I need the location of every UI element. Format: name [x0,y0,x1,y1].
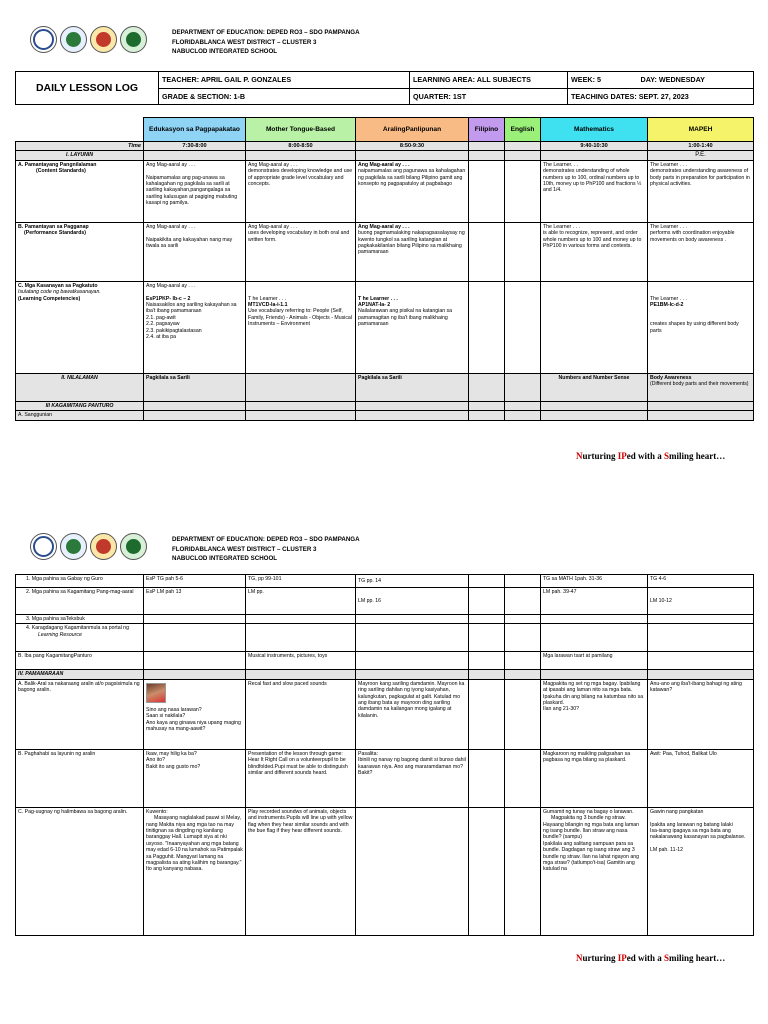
header-line-2: FLORIDABLANCA WEST DISTRICT – CLUSTER 3 [172,545,317,553]
quarter: QUARTER: 1ST [410,88,568,105]
lm-mtb: LM pp. [246,588,356,615]
tg-ap: TG pp. 14 [356,575,469,588]
content-standards-row [16,160,754,222]
nilalaman-esp: Pagkilala sa Sarili [144,373,246,401]
section-kagamitan: III KAGAMITANG PANTURO [16,401,144,410]
cs-math: The Learner. . . demonstrates understanding of whole numbers up to 100, ordinal numbers up to 10th, money up to PhP100 and fractions ½ and 1/4. [541,160,648,222]
other-materials-label: B. Iba pang KagamitangPanturo [16,652,144,670]
cs-esp: Ang Mag-aaral ay . . . Naipamamalas ang pag-unawa sa kahalagahan ng pagkilala sa sarili at sariling kakayahan,pangangalaga sa sariling kalusugan at pagiging mabuting kasapi ng pamilya. [144,160,246,222]
lesson-info-table [15,71,754,105]
pag-uugnay-row [16,807,754,935]
other-materials-math: Mga larawan tsart at pamilang [541,652,648,670]
deped-seal-icon [30,533,57,560]
time-mtb: 8:00-8:50 [246,142,356,151]
header-line-1: DEPARTMENT OF EDUCATION: DEPED RO3 – SDO PAMPANGA [172,536,360,543]
tg-row [16,575,754,588]
teacher-name: TEACHER: APRIL GAIL P. GONZALES [159,72,410,89]
subject-filipino: Filipino [469,118,505,142]
paghahabi-label: B. Paghahabi sa layunin ng aralin [16,749,144,807]
subject-header-row [16,118,754,142]
footer-motto: Nurturing IPed with a Smiling heart… [576,451,726,461]
cs-mtb: Ang Mag-aaral ay . . . demonstrates developing knowledge and use of appropriate grade level vocabulary and concepts. [246,160,356,222]
balik-aral-row [16,679,754,749]
lc-mtb: T he Learner . . . MT1VCD-Ia-i-1.1 Use vocabulary referring to: People (Self, Family, Friends) - Animals - Objects - Musical Instruments – Environment [246,281,356,373]
subject-esp: Edukasyon sa Pagpapakatao [144,118,246,142]
teaching-dates: TEACHING DATES: SEPT. 27, 2023 [568,88,754,105]
pag-uugnay-mtb: Play recorded soundws of animals, objects and instruments.Pupils will line up with yellow flag when they hear similar sounds and with the bue flag if they hear different sounds. [246,807,356,935]
balik-aral-esp: Sino ang nasa larawan? Saan si nakilala? Ano kaya ang ginawa niya upang maging mahusay na mang-aawit? [144,679,246,749]
time-esp: 7:30-8:00 [144,142,246,151]
lc-ap: T he Learner . . . AP1NAT-Ia- 2 Nailalarawan ang pisikal na katangian sa pamamagitan ng iba't ibang malikhaing pamamaraan [356,281,469,373]
lm-label: 2. Mga pahina sa Kagamitang Pang-mag-aaral [16,588,144,615]
tg-mapeh: TG 4-6 [648,575,754,588]
textbook-row [16,615,754,624]
week: WEEK: 5 [568,72,638,89]
subject-english: English [505,118,541,142]
learning-competencies-label: C. Mga Kasanayan sa Pagkatuto Isulatang code ng bawatkasanayan. (Learning Competencies) [16,281,144,373]
subject-ap: AralingPanlipunan [356,118,469,142]
school-seal-icon [120,26,147,53]
pe-label: P.E. [648,151,754,160]
ps-ap: Ang Mag-aaral ay . . . buong pagmamalaking nakapagsasalaysay ng kwento tungkol sa sariling katangian at pagkakakilanlan bilang Pilipino sa malikhaing pamamaraan [356,222,469,281]
letterhead-text [172,28,360,57]
paghahabi-mapeh: Awit: Paa, Tuhod, Balikat Ulo [648,749,754,807]
other-materials-mtb: Musical instruments, pictures, toys [246,652,356,670]
region-seal-icon [60,533,87,560]
paghahabi-esp: Ikaw, may hilig ka ba? Ano ito? Bakit ito ang gusto mo? [144,749,246,807]
paghahabi-mtb: Presentation of the lesson through game: Hear It Right Call on a volunteerpupil to be blindfolded.Pupi must be able to distinguish similar and different sounds heard. [246,749,356,807]
time-label: Time [16,142,144,151]
lc-mapeh: The Learner . . . PE1BM-Ic-d-2 creates shapes by using different body parts [648,281,754,373]
document-title: DAILY LESSON LOG [16,72,159,105]
time-math: 9:40-10:30 [541,142,648,151]
page-2 [0,512,768,1024]
lesson-table-page-1 [15,117,754,421]
cs-ap: Ang Mag-aaral ay . . . naipamamalas ang pagunawa sa kahalagahan ng pagkilala sa sarili bilang Pilipino gamit ang konsepto ng pagpapatuloy at pagbabago [356,160,469,222]
pag-uugnay-label: C. Pag-uugnay ng halimbawa sa bagong aralin. [16,807,144,935]
lm-mapeh: LM 10-12 [648,588,754,615]
sanggunian-row [16,411,754,420]
balik-aral-mtb: Recal fast and slow paced sounds [246,679,356,749]
other-materials-row [16,652,754,670]
cs-mapeh: The Learner . . . demonstrates understanding awareness of body parts in preparation for participation in physical activities. [648,160,754,222]
pamamaraan-row [16,670,754,679]
subject-mapeh: MAPEH [648,118,754,142]
lm-row [16,588,754,615]
header-line-1: DEPARTMENT OF EDUCATION: DEPED RO3 – SDO PAMPANGA [172,29,360,36]
balik-aral-ap: Mayroon kang sariling damdamin. Mayroon ka ring sariling dahilan ng iyong kasiyahan, kalungkutan, pagkagulat at galit. Katulad mo ang ibang bata ay mayroon ding sariling damdamin na kailangan mong igalang at kilalanin. [356,679,469,749]
performance-standards-row [16,222,754,281]
balik-aral-label: A. Balik-Aral sa nakaraang aralin at/o pagsisimula ng bagong aralin. [16,679,144,749]
nilalaman-row [16,373,754,401]
lr-portal-label: 4. Karagdagang Kagamitanmula sa portal ng Learning Resource [16,624,144,652]
content-standards-label: A. Pamantayang Pangnilalaman (Content Standards) [16,160,144,222]
time-ap: 8:50-9:30 [356,142,469,151]
learning-competencies-row [16,281,754,373]
textbook-label: 3. Mga pahina saTeksbuk [16,615,144,624]
deped-seal-icon [30,26,57,53]
header-line-3: NABUCLOD INTEGRATED SCHOOL [172,555,278,562]
nilalaman-ap: Pagkilala sa Sarili [356,373,469,401]
nilalaman-mapeh: Body Awareness (Different body parts and their movements) [648,373,754,401]
ps-math: The Learner . . . is able to recognize, represent, and order whole numbers up to 100 and money up to PhP100 in various forms and contexts. [541,222,648,281]
pag-uugnay-math: Gumamit ng tunay na bagay o larawan. Magpakita ng 3 bundle ng straw. Hayaang bilangin ng mga bata ang laman ng isang bundle. Ilan straw ang nasa bundle? (sampu) Ipakilala ang salitang sampuan para sa bundle. Dagdagan ng isang straw ang 3 bundle ng straw. Ilan na lahat ngayon ang mga straw? (tatlumpo't-isa) Gamitin ang katulad na [541,807,648,935]
division-seal-icon [90,533,117,560]
lm-esp: EsP LM pah 13 [144,588,246,615]
lc-esp: Ang Mag-aaral ay . . . EsP1PKP- Ib-c – 2 Naisasakilos ang sariling kakayahan sa iba't ibang pamamaraan 2.1. pag-awit 2.2. pagsayaw 2.3. pakikipagtalastasan 2.4. at iba pa [144,281,246,373]
kagamitan-row [16,401,754,410]
header-line-3: NABUCLOD INTEGRATED SCHOOL [172,48,278,55]
paghahabi-row [16,749,754,807]
subject-mtb: Mother Tongue-Based [246,118,356,142]
tg-label: 1. Mga pahina sa Gabay ng Guro [16,575,144,588]
tg-mtb: TG, pp 99-101 [246,575,356,588]
lm-ap: LM pp. 16 [356,588,469,615]
time-mapeh: 1:00-1:40 [648,142,754,151]
pag-uugnay-esp: Kuwento: Masayang naglalakad pauwi si Melay, nang Makita niya ang mga tao na may tinitignan sa dingding ng kanilang baranggay Hall. Lumapit siya at nki usyoso. "Inaanyayahan ang mga batang may edad 6-10 na lumahok sa Patimpalak sa Pagguhit. Mangyari lamang na magpalista sa ating kalihim ng barangay." Ito ang kanyang nabasa. [144,807,246,935]
section-layunin: I. LAYUNIN [16,151,144,160]
region-seal-icon [60,26,87,53]
balik-aral-math: Magpakita ng set ng mga bagay. Ipabilang at ipasabi ang laman nito sa mga bata. Ipakuha din ang bilang na katumbas nito sa plaskard. Ilan ang 21-30? [541,679,648,749]
ps-esp: Ang Mag-aaral ay . . . Naipakikita ang kakayahan nang may tiwala sa sarili [144,222,246,281]
pag-uugnay-mapeh: Gawin nang pangkatan Ipakita ang larawan ng batang lalaki Isa-isang ipagaya sa mga bata ang nakalarawang kasanayan sa pagbalanse. LM pah. 11-12 [648,807,754,935]
paghahabi-math: Magkaroon ng maikling paligsahan sa pagbasa ng mga bilang sa plaskard. [541,749,648,807]
section-pamamaraan: IV. PAMAMARAAN [16,670,144,679]
subject-math: Mathematics [541,118,648,142]
tg-math: TG sa MATH 1pah. 31-36 [541,575,648,588]
section-nilalaman: II. NILALAMAN [16,373,144,401]
time-row [16,142,754,151]
balik-aral-mapeh: Anu-ano ang iba't-ibang bahagi ng ating katawan? [648,679,754,749]
day: DAY: WEDNESDAY [638,72,754,89]
footer-motto-2: Nurturing IPed with a Smiling heart… [576,953,726,963]
grade-section: GRADE & SECTION: 1-B [159,88,410,105]
header-line-2: FLORIDABLANCA WEST DISTRICT – CLUSTER 3 [172,38,317,46]
singer-photo [146,683,166,703]
nilalaman-math: Numbers and Number Sense [541,373,648,401]
tg-esp: EsP TG pah 5-6 [144,575,246,588]
paghahabi-ap: Pasalita: Ibinili ng nanay ng bagong damit si bunso dahil kaarawan niya. Ano ang mararamdaman mo? Bakit? [356,749,469,807]
performance-standards-label: B. Pamantayan sa Pagganap (Performance Standards) [16,222,144,281]
school-seal-icon [120,533,147,560]
ps-mapeh: The Learner . . . performs with coordination enjoyable movements on body awareness . [648,222,754,281]
ps-mtb: Ang Mag-aaral ay . . . uses developing vocabulary in both oral and written form. [246,222,356,281]
lesson-table-page-2 [15,574,754,936]
lm-math: LM pah. 39-47 [541,588,648,615]
lr-portal-row [16,624,754,652]
learning-area: LEARNING AREA: ALL SUBJECTS [410,72,568,89]
sanggunian-label: A. Sanggunian [16,411,144,420]
layunin-row [16,151,754,160]
letterhead-text-2 [172,535,360,564]
division-seal-icon [90,26,117,53]
